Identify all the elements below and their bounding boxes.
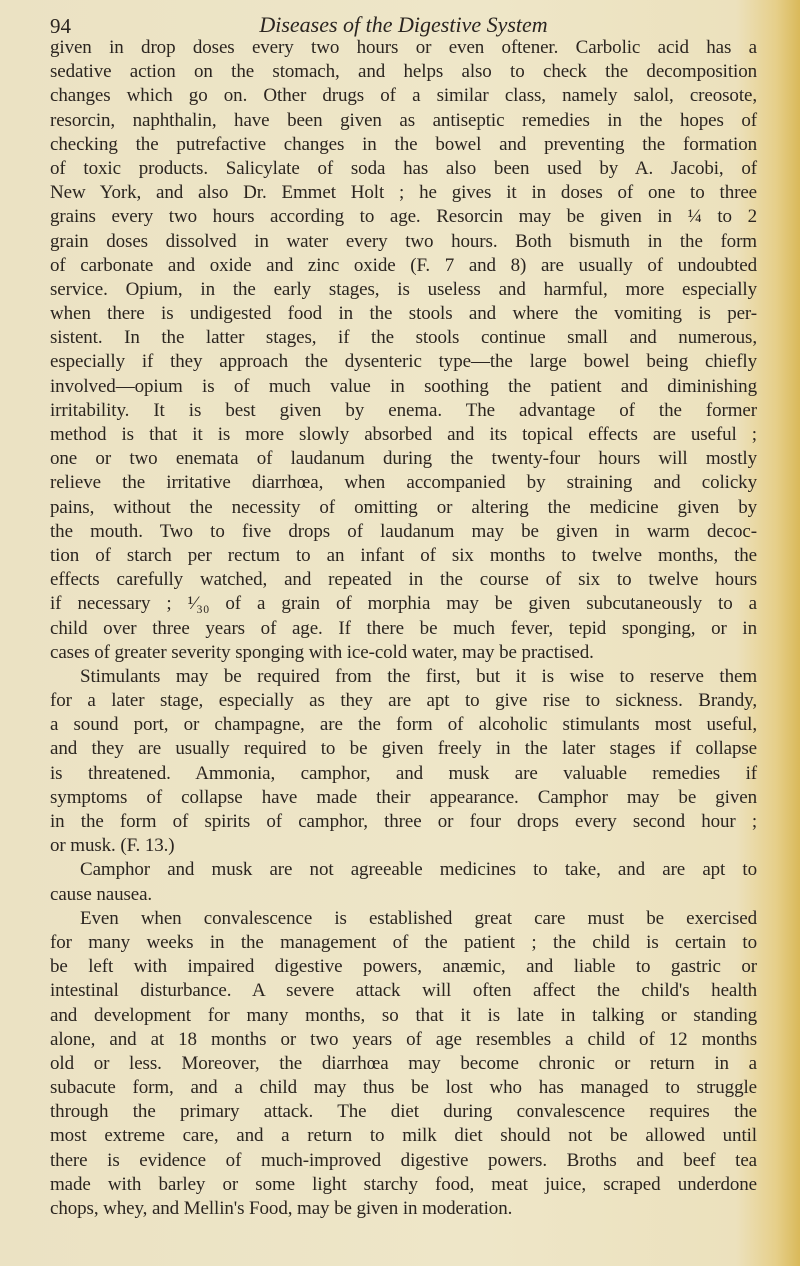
text-line: the mouth. Two to five drops of laudanum may be given in warm decoc- (50, 520, 757, 542)
text-line: cause nausea. (50, 883, 153, 905)
text-line: New York, and also Dr. Emmet Holt ; he gives it in doses of one to three (50, 182, 757, 204)
text-line: for a later stage, especially as they are apt to give rise to sickness. Brandy, (50, 690, 757, 712)
text-line: chops, whey, and Mellin's Food, may be given in moderation. (50, 1198, 513, 1219)
text-line: or musk. (F. 13.) (50, 835, 175, 857)
text-line: method is that it is more slowly absorbed and its topical effects are useful ; (50, 424, 757, 445)
text-line: is threatened. Ammonia, camphor, and musk are valuable remedies if (50, 762, 757, 784)
text-line: Stimulants may be required from the first, but it is wise to reserve them (80, 665, 757, 687)
text-line: if necessary ; ¹⁄₃₀ of a grain of morphia may be given subcutaneously to a (50, 593, 757, 615)
text-line: cases of greater severity sponging with ice-cold water, may be practised. (50, 641, 594, 663)
text-line: especially if they approach the dysenteric type—the large bowel being chiefly (50, 351, 757, 373)
text-line: pains, without the necessity of omitting or altering the medicine given by (50, 496, 757, 518)
text-line: effects carefully watched, and repeated in the course of six to twelve hours (50, 569, 757, 591)
text-line: service. Opium, in the early stages, is useless and harmful, more especially (50, 278, 757, 300)
page-body-text (50, 36, 757, 1221)
text-line: symptoms of collapse have made their appearance. Camphor may be given (50, 786, 757, 808)
running-title: Diseases of the Digestive System (259, 12, 548, 37)
text-line: sistent. In the latter stages, if the stools continue small and numerous, (50, 327, 757, 349)
text-line: and development for many months, so that it is late in talking or standing (50, 1004, 757, 1026)
text-line: and they are usually required to be given freely in the later stages if collapse (50, 738, 757, 760)
text-line: of toxic products. Salicylate of soda has also been used by A. Jacobi, of (50, 157, 757, 179)
text-line: Camphor and musk are not agreeable medicines to take, and are apt to (80, 859, 757, 881)
text-line: given in drop doses every two hours or even oftener. Carbolic acid has a (50, 37, 757, 58)
text-line: made with barley or some light starchy food, meat juice, scraped underdone (50, 1173, 757, 1195)
text-line: Even when convalescence is established great care must be exercised (80, 907, 757, 929)
text-line: one or two enemata of laudanum during the twenty-four hours will mostly (50, 448, 757, 470)
text-line: child over three years of age. If there be much fever, tepid sponging, or in (50, 617, 757, 639)
text-line: involved—opium is of much value in soothing the patient and diminishing (50, 375, 757, 397)
text-line: grains every two hours according to age. Resorcin may be given in ¼ to 2 (50, 206, 757, 228)
text-line: there is evidence of much-improved digestive powers. Broths and beef tea (50, 1149, 757, 1171)
text-line: most extreme care, and a return to milk diet should not be allowed until (50, 1125, 757, 1147)
text-line: relieve the irritative diarrhœa, when accompanied by straining and colicky (50, 472, 757, 494)
text-line: changes which go on. Other drugs of a similar class, namely salol, creosote, (50, 85, 757, 107)
text-line: in the form of spirits of camphor, three or four drops every second hour ; (50, 811, 757, 832)
text-line: through the primary attack. The diet during convalescence requires the (50, 1101, 757, 1123)
text-line: alone, and at 18 months or two years of age resembles a child of 12 months (50, 1028, 757, 1050)
text-line: resorcin, naphthalin, have been given as antiseptic remedies in the hopes of (50, 109, 757, 131)
text-line: of carbonate and oxide and zinc oxide (F. 7 and 8) are usually of undoubted (50, 254, 757, 276)
text-line: subacute form, and a child may thus be lost who has managed to struggle (50, 1077, 757, 1099)
page-number: 94 (50, 14, 71, 38)
text-line: be left with impaired digestive powers, anæmic, and liable to gastric or (50, 956, 757, 978)
text-line: intestinal disturbance. A severe attack will often affect the child's health (50, 980, 757, 1002)
text-line: tion of starch per rectum to an infant of six months to twelve months, the (50, 544, 757, 566)
text-line: grain doses dissolved in water every two hours. Both bismuth in the form (50, 230, 757, 252)
text-line: a sound port, or champagne, are the form of alcoholic stimulants most useful, (50, 714, 757, 736)
text-line: irritability. It is best given by enema. The advantage of the former (50, 399, 757, 421)
text-line: for many weeks in the management of the patient ; the child is certain to (50, 931, 757, 953)
text-line: when there is undigested food in the stools and where the vomiting is per- (50, 303, 757, 325)
text-line: checking the putrefactive changes in the bowel and preventing the formation (50, 133, 757, 155)
text-line: old or less. Moreover, the diarrhœa may become chronic or return in a (50, 1052, 757, 1074)
text-line: sedative action on the stomach, and helps also to check the decomposition (50, 61, 757, 83)
